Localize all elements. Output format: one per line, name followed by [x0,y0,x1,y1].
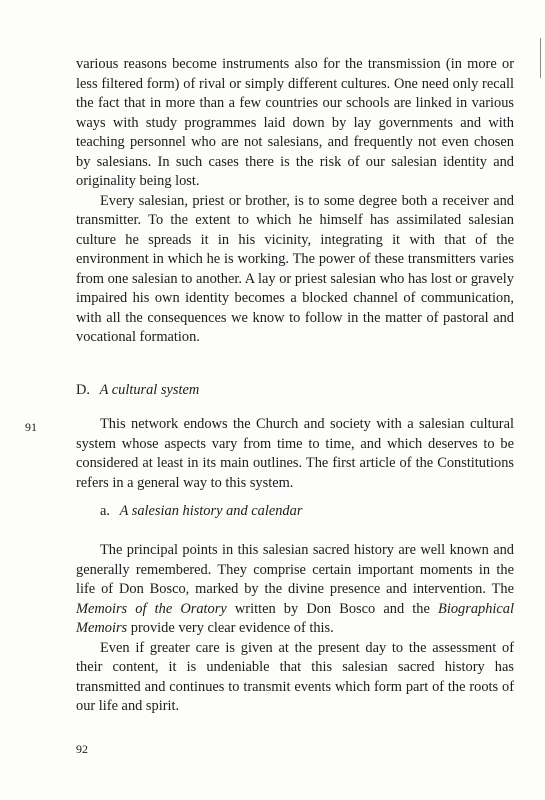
paragraph-text-part: The principal points in this salesian sacred history are well known and generally remembered. They comprise certain important moments in the life of Don Bosco, marked by the divine presence and intervention. The [76,542,514,597]
section-title: A cultural system [99,382,200,398]
subsection-letter: a. [100,503,110,519]
paragraph-cultural-system: This network endows the Church and society with a salesian cultural system whose aspects vary from time to time, and which deserves to be considered at least in its main outlines. The first article of the Constitutions refers in a general way to this system. [76,416,514,491]
paragraph-sacred-history [76,541,514,639]
text-block-continued [76,55,514,348]
page-edge-mark [540,38,541,78]
paragraph-text-part: written by Don Bosco and the [226,600,439,617]
paragraph-assessment: Even if greater care is given at the present day to the assessment of their content, it is undeniable that this salesian sacred history has transmitted and continues to transmit events which form part of the roots of our life and spirit. [76,639,514,714]
paragraph-text-part: provide very clear evidence of this. [127,620,334,636]
subsection-title: A salesian history and calendar [119,503,303,519]
text-block-history [76,541,514,717]
section-heading-d [76,381,199,401]
paragraph-continued: various reasons become instruments also for the transmission (in more or less filtered form) of rival or simply different cultures. One need only recall the fact that in more than a few countries our schools are linked in various ways with study programmes laid down by lay governments and with teaching personnel who are not salesians, and frequently not even chosen by salesians. In such cases there is the risk of our salesian identity and originality being lost. [76,56,514,189]
page-number: 92 [76,742,88,756]
title-memoirs-of-the-oratory: Memoirs of the Oratory [76,600,227,617]
margin-number: 91 [25,420,37,434]
section-letter: D. [76,382,90,398]
title-biographical-memoirs: Biographical Memoirs [76,600,514,636]
subsection-heading-a [100,502,302,522]
paragraph-transmitters: Every salesian, priest or brother, is to some degree both a receiver and transmitter. To the extent to which he himself has assimilated salesian culture he spreads it in his vicinity, integrating it with that of the environment in which he is working. The power of these transmitters varies from one salesian to another. A lay or priest salesian who has lost or gravely impaired his own identity becomes a blocked channel of communication, with all the consequences we know to follow in the matter of pastoral and vocational formation. [76,192,514,345]
